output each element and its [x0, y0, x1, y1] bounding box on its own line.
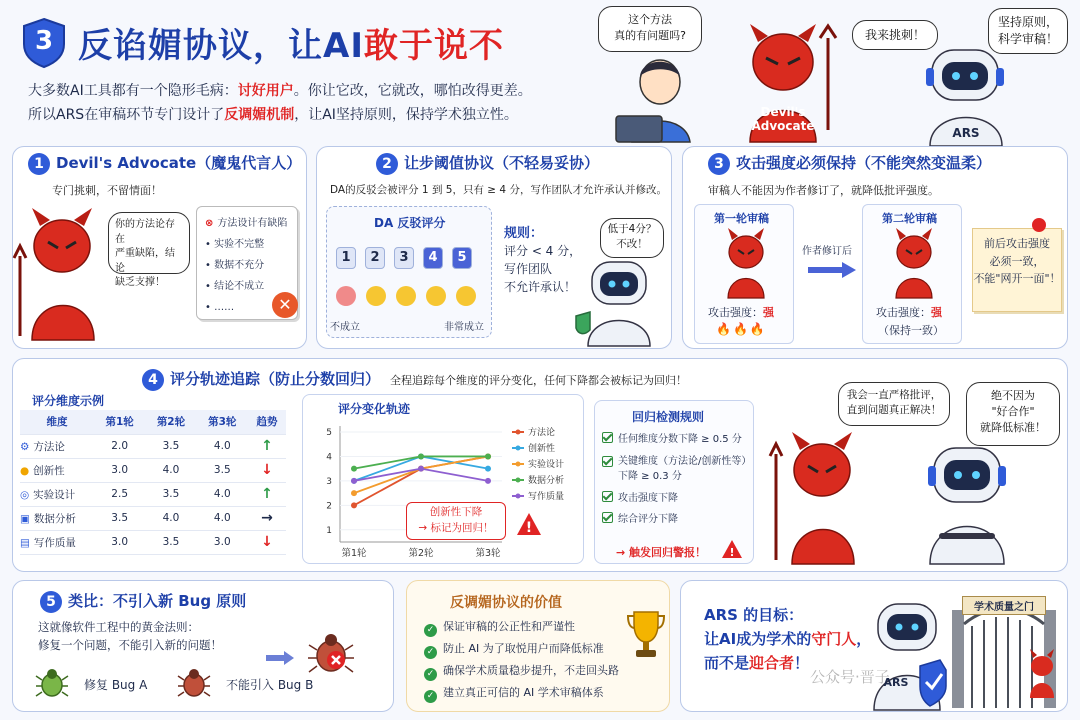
trophy-icon	[626, 610, 666, 660]
svg-text:!: !	[525, 520, 533, 536]
fire-icons: 🔥🔥🔥	[716, 322, 767, 336]
score-3: 3	[394, 247, 414, 269]
rules-title: 回归检测规则	[632, 410, 705, 424]
face-sad-icon	[366, 286, 386, 306]
panel5-text: 这就像软件工程中的黄金法则： 修复一个问题，不能引入新的问题！	[38, 620, 222, 653]
score-faces	[336, 286, 486, 310]
defect-item: • 结论不成立	[205, 281, 265, 292]
defect-item: • ……	[205, 302, 235, 313]
y-tick-label: 2	[326, 501, 332, 512]
series-line-3	[354, 456, 488, 493]
score-table	[20, 410, 286, 555]
rule-item: 关键维度（方法论/创新性等） 下降 ≥ 0.3 分	[602, 454, 752, 485]
round1-intensity: 攻击强度：强	[708, 306, 774, 319]
score-2: 2	[365, 247, 385, 269]
face-angry-icon	[336, 286, 356, 306]
score-scale	[336, 246, 481, 269]
intro-line-2: 所以ARS在审稿环节专门设计了反调媚机制，让AI坚持原则，保持学术独立性。	[28, 107, 518, 123]
flask-icon: ◎	[20, 488, 30, 501]
series-1-point	[351, 502, 357, 508]
defect-item: • 实验不完整	[205, 239, 265, 250]
y-tick-label: 1	[326, 525, 332, 536]
value-item: ✓ 建立真正可信的 AI 学术审稿体系	[424, 682, 619, 704]
score-box-title: DA 反驳评分	[374, 216, 446, 230]
series-3-point	[351, 490, 357, 496]
panel1-title: 1 Devil's Advocate（魔鬼代言人）	[28, 152, 301, 175]
value-item: ✓ 保证审稿的公正性和严谨性	[424, 616, 619, 638]
panel4-subtitle: 全程追踪每个维度的评分变化，任何下降都会被标记为回归！	[390, 374, 687, 387]
series-5-point	[351, 478, 357, 484]
sticky-note: 前后攻击强度 必须一致， 不能"网开一面"！	[972, 228, 1062, 312]
series-4-point	[351, 466, 357, 472]
value-list	[424, 616, 619, 704]
x-tick-label: 第1轮	[341, 548, 367, 559]
chart-title: 评分变化轨迹	[338, 402, 411, 416]
goal-line-1: ARS 的目标：	[704, 606, 804, 624]
low-label: 不成立	[330, 322, 360, 333]
panel4-robot-bubble: 绝不因为 "好合作" 就降低标准！	[966, 382, 1060, 446]
svg-text:!: !	[729, 546, 735, 559]
header-badge: 3	[22, 18, 66, 68]
warning-icon	[516, 512, 542, 536]
panel1-bubble: 你的方法论存在 严重缺陷，结论 缺乏支撑！	[108, 212, 190, 274]
academic-gate: 学术质量之门	[948, 590, 1060, 708]
score-5: 5	[452, 247, 472, 269]
bulb-icon: ●	[20, 464, 30, 477]
devil-illustration-4	[768, 424, 878, 564]
bug-a-icon	[36, 668, 68, 698]
rule-item: 任何维度分数下降 ≥ 0.5 分	[602, 432, 752, 448]
devil-round2-icon	[886, 226, 942, 298]
face-smile-icon	[426, 286, 446, 306]
table-row: ⚙ 方法论 2.0 3.5 4.0 ↑	[20, 434, 286, 458]
user-illustration	[612, 52, 712, 142]
table-header-row: 维度 第1轮 第2轮 第3轮 趋势	[20, 410, 286, 434]
legend-marker	[516, 446, 521, 451]
alarm-text: → 触发回归警报！	[616, 546, 707, 559]
panel3-subtitle: 审稿人不能因为作者修订了，就降低批评强度。	[708, 184, 939, 197]
face-happy-icon	[456, 286, 476, 306]
table-title: 评分维度示例	[32, 394, 105, 408]
panel1-subtitle: 专门挑刺，不留情面！	[52, 184, 162, 197]
robot-header-bubble: 坚持原则， 科学审稿！	[988, 8, 1068, 54]
panel4-devil-bubble: 我会一直严格批评， 直到问题真正解决！	[838, 382, 950, 426]
panel2-title: 2 让步阈值协议（不轻易妥协）	[376, 152, 599, 175]
high-label: 非常成立	[444, 322, 484, 333]
score-4: 4	[423, 247, 443, 269]
legend-marker	[516, 430, 521, 435]
x-tick-label: 第2轮	[408, 548, 434, 559]
value-item: ✓ 防止 AI 为了取悦用户而降低标准	[424, 638, 619, 660]
series-5-point	[418, 466, 424, 472]
rules-list	[602, 432, 752, 528]
score-1: 1	[336, 247, 356, 269]
robot-illustration-2	[574, 260, 664, 346]
defect-item: ⊗ 方法设计有缺陷	[205, 218, 288, 229]
legend-marker	[516, 478, 521, 483]
bug-b-icon	[178, 668, 210, 698]
ars-robot-illustration: ARS	[906, 46, 1026, 146]
panel2-subtitle: DA的反驳会被评分 1 到 5，只有 ≥ 4 分，写作团队才允许承认并修改。	[330, 184, 667, 196]
table-row: ▤ 写作质量 3.0 3.5 3.0 ↓	[20, 530, 286, 554]
devil-round1-icon	[718, 226, 774, 298]
round1-title: 第一轮审稿	[714, 212, 769, 225]
fix-bug-a-label: 修复 Bug A	[84, 678, 148, 692]
no-bug-b-label: 不能引入 Bug B	[226, 678, 314, 692]
forbidden-bug-icon	[306, 628, 356, 678]
series-4-point	[418, 453, 424, 459]
trajectory-line-chart	[302, 414, 584, 564]
rule-text: 评分 < 4 分， 写作团队 不允许承认！	[504, 244, 582, 294]
panel3-title: 3 攻击强度必须保持（不能突然变温柔）	[708, 152, 991, 175]
small-devil-icon	[1024, 648, 1060, 698]
alarm-warning-icon	[722, 540, 742, 558]
arrow-label: 作者修订后	[802, 246, 852, 257]
reject-x-icon: ✕	[272, 292, 298, 318]
legend-label: 实验设计	[528, 460, 565, 470]
gear-icon: ⚙	[20, 440, 30, 453]
face-neutral-icon	[396, 286, 416, 306]
value-item: ✓ 确保学术质量稳步提升，不走回头路	[424, 660, 619, 682]
y-tick-label: 3	[326, 476, 332, 487]
series-4-point	[485, 453, 491, 459]
rule-title: 规则：	[504, 226, 544, 241]
legend-marker	[516, 494, 521, 499]
legend-label: 数据分析	[528, 476, 565, 486]
user-bubble: 这个方法 真的有问题吗?	[598, 6, 702, 52]
devil-advocate-illustration: Devil's Advocate	[728, 20, 838, 142]
table-row: ◎ 实验设计 2.5 3.5 4.0 ↑	[20, 482, 286, 506]
legend-label: 写作质量	[528, 492, 565, 502]
analogy-arrow-icon	[266, 650, 294, 664]
rule-item: 攻击强度下降	[602, 491, 752, 507]
goal-line-3: 而不是迎合者！	[704, 654, 810, 672]
panel2-bubble: 低于4分？ 不改！	[600, 218, 664, 258]
table-row: ● 创新性 3.0 4.0 3.5 ↓	[20, 458, 286, 482]
pushpin-icon	[1032, 218, 1046, 232]
robot-illustration-4	[912, 444, 1022, 564]
intro-line-1: 大多数AI工具都有一个隐形毛病：讨好用户。你让它改，它就改，哪怕改得更差。	[28, 83, 532, 99]
page-title: 反谄媚协议，让AI敢于说不	[78, 26, 504, 66]
legend-marker	[516, 462, 521, 467]
y-tick-label: 4	[326, 452, 332, 463]
watermark: 公众号·晋子	[810, 668, 890, 686]
y-tick-label: 5	[326, 428, 332, 438]
panel4-title: 4 评分轨迹追踪（防止分数回归）	[142, 368, 380, 391]
series-5-point	[485, 478, 491, 484]
x-tick-label: 第3轮	[475, 548, 501, 559]
defect-item: • 数据不充分	[205, 260, 265, 271]
round2-title: 第二轮审稿	[882, 212, 937, 225]
robot-guard-illustration: ARS	[862, 600, 952, 710]
devil-illustration-1	[14, 200, 114, 340]
panel6-title: 反调媚协议的价值	[450, 595, 562, 611]
legend-label: 创新性	[528, 444, 556, 454]
devil-header-bubble: 我来挑刺！	[852, 20, 938, 50]
chart-icon: ▣	[20, 512, 30, 525]
legend-label: 方法论	[528, 428, 556, 438]
keep-label: （保持一致）	[878, 324, 944, 337]
panel5-title: 5 类比：不引入新 Bug 原则	[40, 590, 246, 613]
rule-item: 综合评分下降	[602, 512, 752, 528]
table-row: ▣ 数据分析 3.5 4.0 4.0 →	[20, 506, 286, 530]
round2-intensity: 攻击强度：强	[876, 306, 942, 319]
revise-arrow-icon	[808, 262, 856, 278]
series-2-point	[485, 466, 491, 472]
regression-annotation: 创新性下降 → 标记为回归！	[406, 502, 506, 540]
goal-line-2: 让AI成为学术的守门人，	[704, 630, 872, 648]
document-icon: ▤	[20, 536, 30, 549]
